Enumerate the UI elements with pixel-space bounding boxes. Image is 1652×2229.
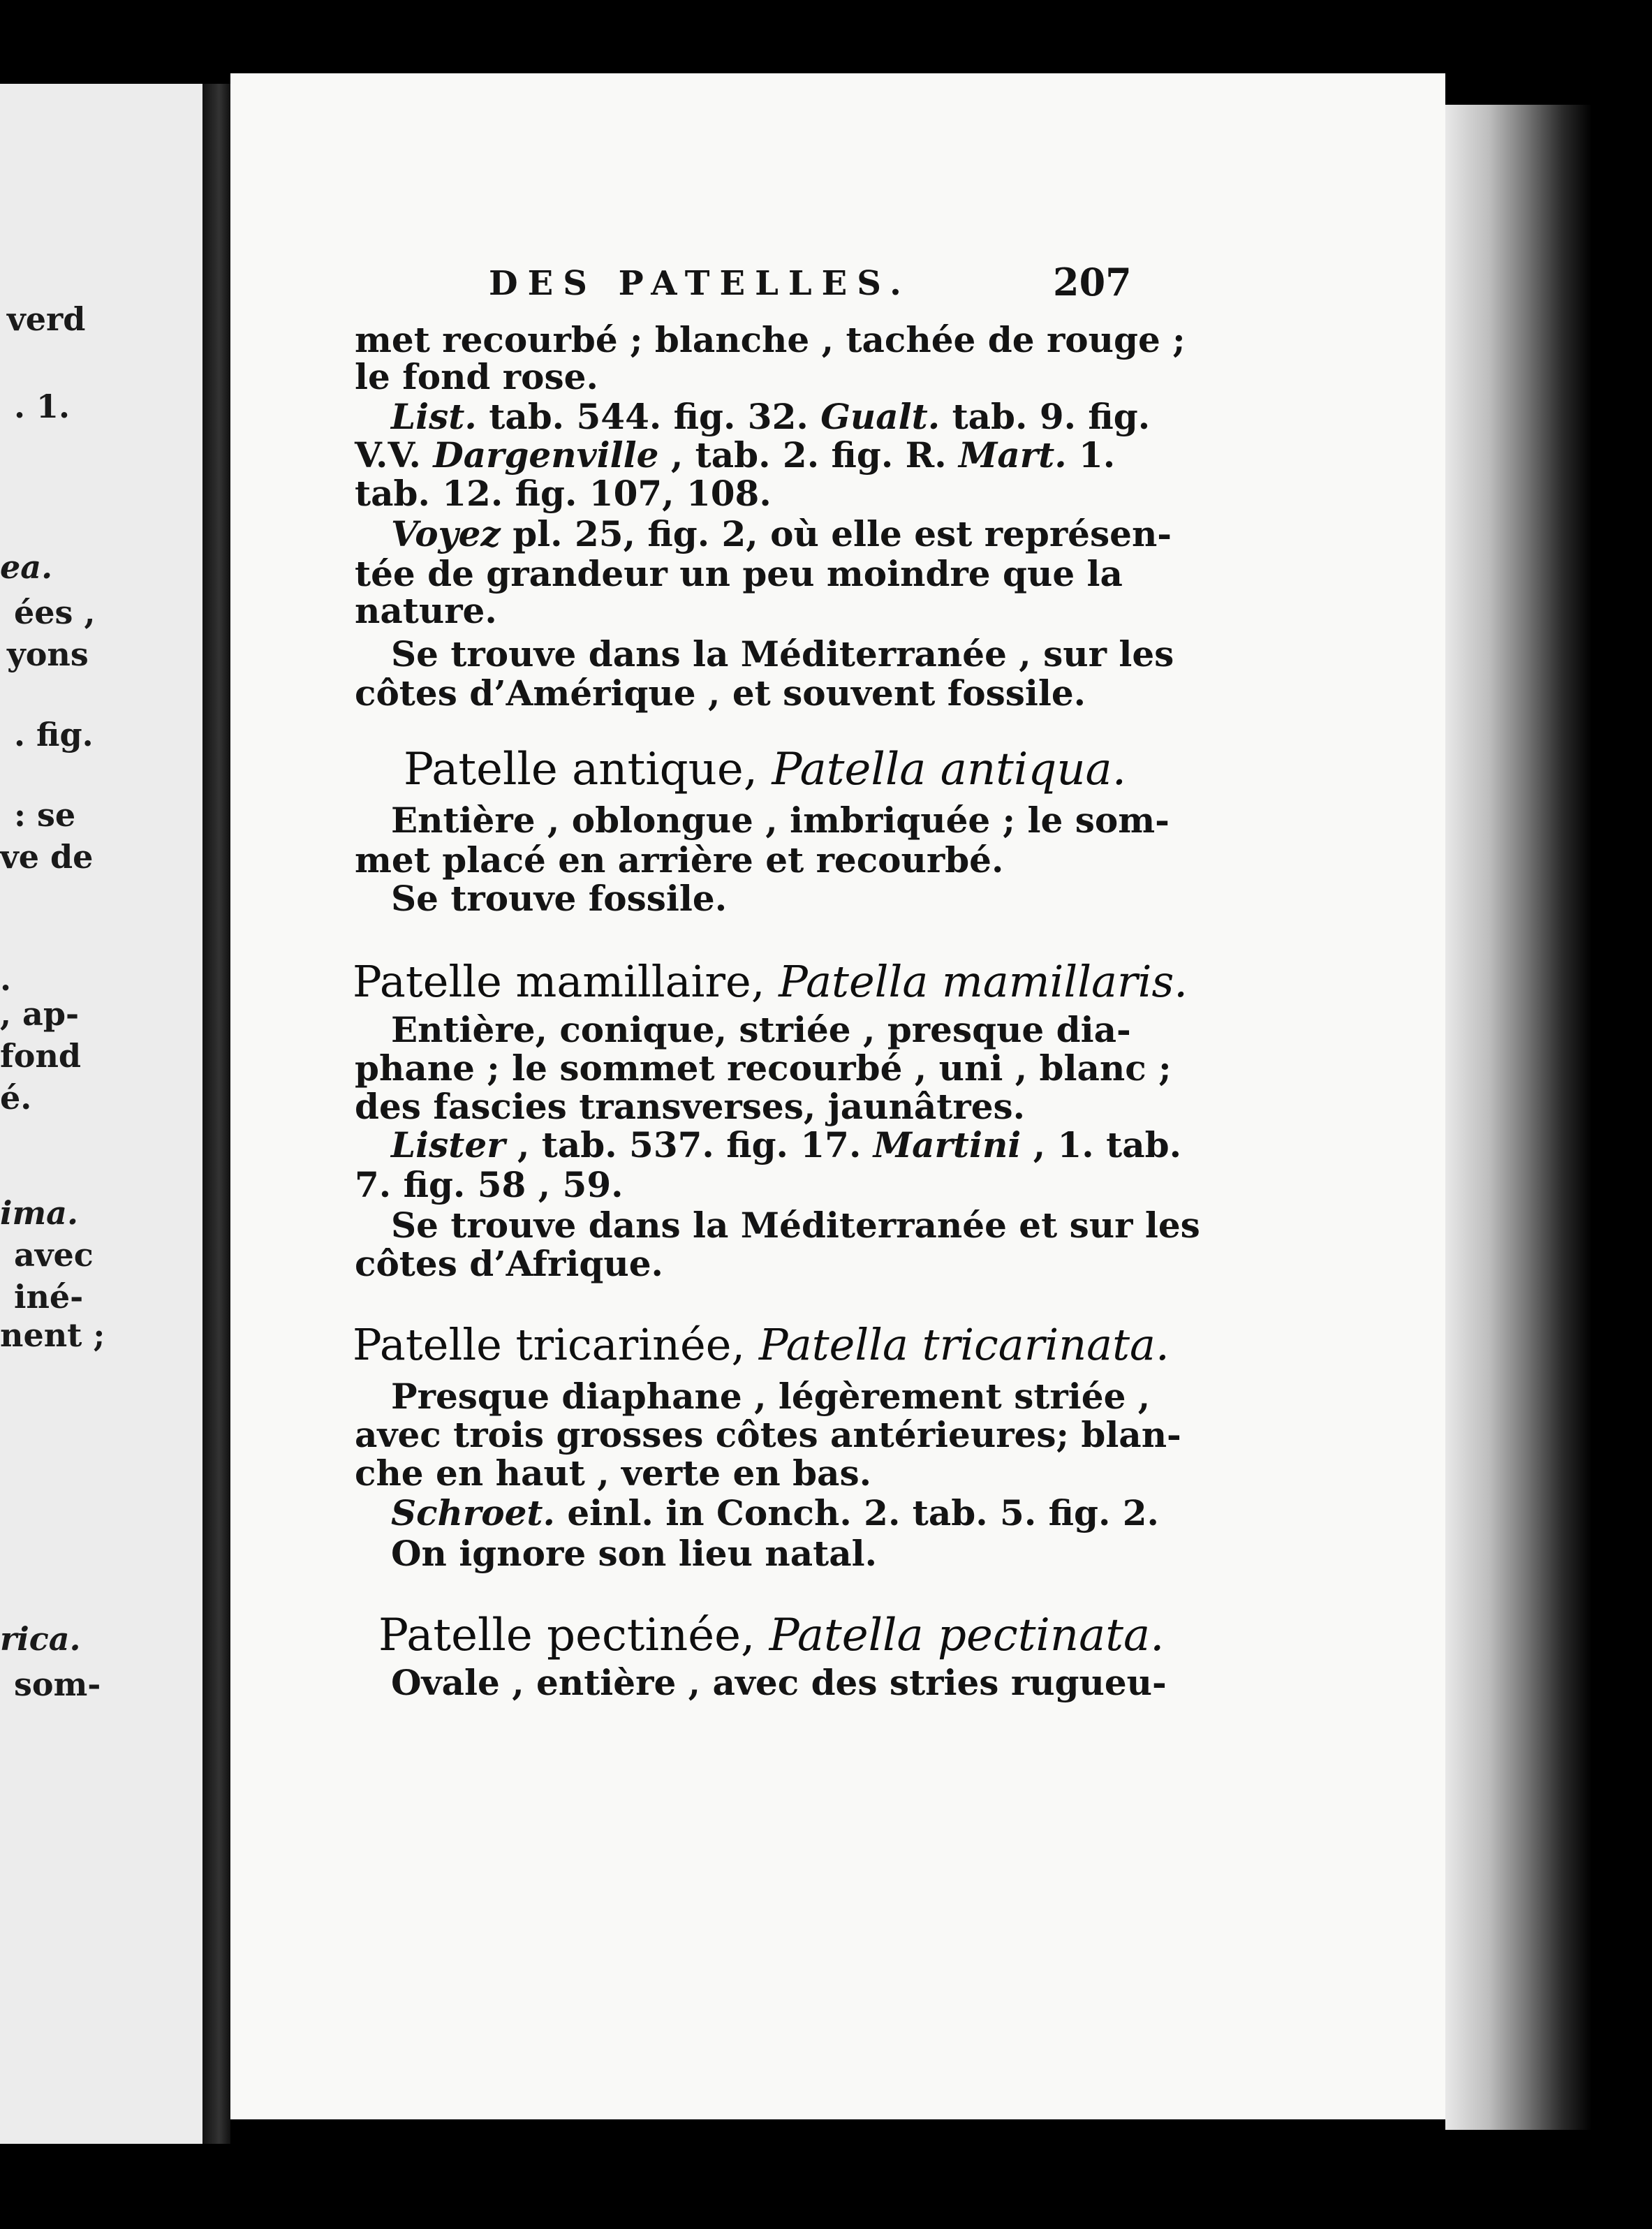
book-gutter [202,84,230,2144]
text-line: nature. [355,590,497,631]
habitat-line: Se trouve dans la Méditerranée , sur les [391,633,1174,675]
margin-fragment: ima. [0,1194,78,1232]
reference-line: Lister , tab. 537. fig. 17. Martini , 1. tab. [391,1124,1181,1165]
description-line: Presque diaphane , légèrement striée , [391,1376,1151,1417]
description-line: Ovale , entière , avec des stries rugueu- [391,1662,1167,1703]
habitat-line: côtes d’Afrique. [355,1243,663,1284]
margin-fragment: fond [0,1037,82,1075]
text-line: tée de grandeur un peu moindre que la [355,553,1123,594]
margin-fragment: . [0,960,12,998]
reference-line: 7. fig. 58 , 59. [355,1164,624,1205]
margin-fragment: yons [7,635,89,673]
description-line: avec trois grosses côtes antérieures; blan- [355,1414,1181,1455]
description-line: phane ; le sommet recourbé , uni , blanc ; [355,1047,1172,1089]
text-line: met recourbé ; blanche , tachée de rouge ; [355,319,1186,360]
text-line: Voyez pl. 25, fig. 2, où elle est représen- [391,513,1172,554]
reference-line: tab. 12. fig. 107, 108. [355,473,772,514]
running-header: DES PATELLES. [489,264,911,303]
description-line: met placé en arrière et recourbé. [355,839,1004,881]
margin-fragment: verd [7,300,86,338]
margin-fragment: avec [14,1236,94,1274]
reference-line: V.V. Dargenville , tab. 2. fig. R. Mart. 1. [355,434,1116,476]
entry-title-pectinee: Patelle pectinée, Patella pectinata. [378,1610,1165,1661]
margin-fragment: , ap- [0,995,80,1033]
habitat-line: Se trouve fossile. [391,878,728,919]
entry-title-tricarinee: Patelle tricarinée, Patella tricarinata. [353,1319,1170,1370]
margin-fragment: ea. [0,548,53,586]
page-number: 207 [1053,260,1132,304]
habitat-line: côtes d’Amérique , et souvent fossile. [355,672,1086,714]
margin-fragment: rica. [0,1620,81,1658]
habitat-line: On ignore son lieu natal. [391,1533,877,1574]
habitat-line: Se trouve dans la Méditerranée et sur les [391,1205,1200,1246]
description-line: des fascies transverses, jaunâtres. [355,1086,1026,1127]
page-edge [1445,105,1592,2130]
reference-line: List. tab. 544. fig. 32. Gualt. tab. 9. fig. [391,396,1151,437]
text-line: le fond rose. [355,356,598,397]
margin-fragment: é. [0,1079,32,1117]
description-line: che en haut , verte en bas. [355,1452,872,1494]
description-line: Entière, conique, striée , presque dia- [391,1009,1131,1050]
margin-fragment: ées , [14,594,96,631]
margin-fragment: nent ; [0,1316,105,1354]
entry-title-antique: Patelle antique, Patella antiqua. [404,744,1127,795]
margin-fragment: . 1. [14,388,71,425]
reference-line: Schroet. einl. in Conch. 2. tab. 5. fig. 2. [391,1492,1159,1533]
description-line: Entière , oblongue , imbriquée ; le som- [391,800,1170,841]
margin-fragment: iné- [14,1278,84,1316]
entry-title-mamillaire: Patelle mamillaire, Patella mamillaris. [353,956,1188,1007]
margin-fragment: : se [14,796,76,834]
margin-fragment: som- [14,1665,101,1703]
margin-fragment: ve de [0,838,94,876]
left-facing-page [0,84,202,2144]
margin-fragment: . fig. [14,716,94,753]
